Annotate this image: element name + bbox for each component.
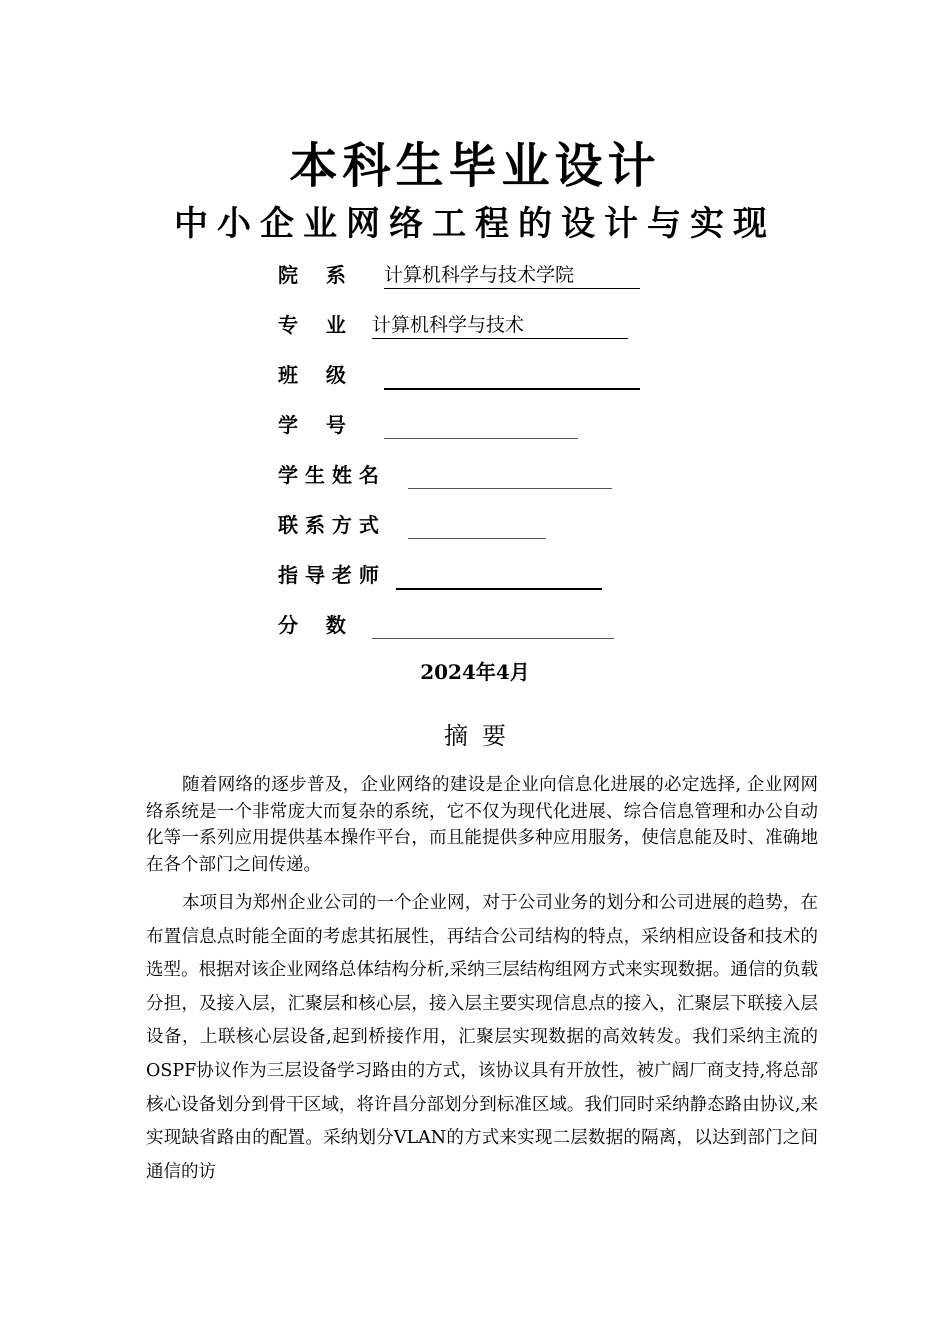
advisor-label: 指 导 老 师: [278, 563, 379, 587]
submission-date: 2024年4月: [420, 660, 530, 684]
field-major: [278, 310, 658, 340]
department-label: 院 系: [278, 263, 346, 287]
department-value: 计算机科学与技术学院: [384, 264, 575, 286]
abstract-paragraph-1: 随着网络的逐步普及，企业网络的建设是企业向信息化进展的必定选择, 企业网网络系统是一个非常庞大而复杂的系统，它不仅为现代化进展、综合信息管理和办公自动化等一系列应用提供基本操作平台，而且能提供多种应用服务，使信息能及时、准确地在各个部门之间传递。: [146, 775, 818, 875]
field-student-id: [278, 410, 658, 440]
score-underline: [372, 612, 614, 639]
contact-label: 联 系 方 式: [278, 513, 379, 537]
score-label: 分 数: [278, 613, 346, 637]
field-contact: [278, 510, 658, 540]
abstract-heading: 摘要: [444, 722, 520, 750]
field-score: [278, 610, 658, 640]
student-id-underline: [384, 412, 578, 439]
major-value: 计算机科学与技术: [372, 314, 525, 336]
student-name-underline: [408, 462, 612, 489]
contact-underline: [408, 512, 546, 539]
class-underline: [384, 362, 640, 390]
field-class: [278, 360, 658, 390]
main-title: 本科生毕业设计: [289, 138, 661, 194]
field-department: [278, 260, 658, 290]
student-name-label: 学 生 姓 名: [278, 463, 379, 487]
class-label: 班 级: [278, 363, 346, 387]
student-id-label: 学 号: [278, 413, 346, 437]
abstract-paragraph-2: 本项目为郑州企业公司的一个企业网，对于公司业务的划分和公司进展的趋势，在布置信息点时能全面的考虑其拓展性，再结合公司结构的特点，采纳相应设备和技术的选型。根据对该企业网络总体结构分析,采纳三层结构组网方式来实现数据。通信的负载分担，及接入层，汇聚层和核心层，接入层主要实现信息点的接入，汇聚层下联接入层设备，上联核心层设备,起到桥接作用，汇聚层实现数据的高效转发。我们采纳主流的OSPF协议作为三层设备学习路由的方式，该协议具有开放性，被广阔厂商支持,将总部核心设备划分到骨干区域，将许昌分部划分到标准区域。我们同时采纳静态路由协议,来实现缺省路由的配置。采纳划分VLAN的方式来实现二层数据的隔离，以达到部门之间通信的访: [146, 893, 818, 1182]
field-student-name: [278, 460, 658, 490]
thesis-title: 中小企业网络工程的设计与实现: [174, 204, 776, 244]
major-label: 专 业: [278, 313, 346, 337]
advisor-underline: [396, 562, 602, 590]
field-advisor: [278, 560, 658, 590]
